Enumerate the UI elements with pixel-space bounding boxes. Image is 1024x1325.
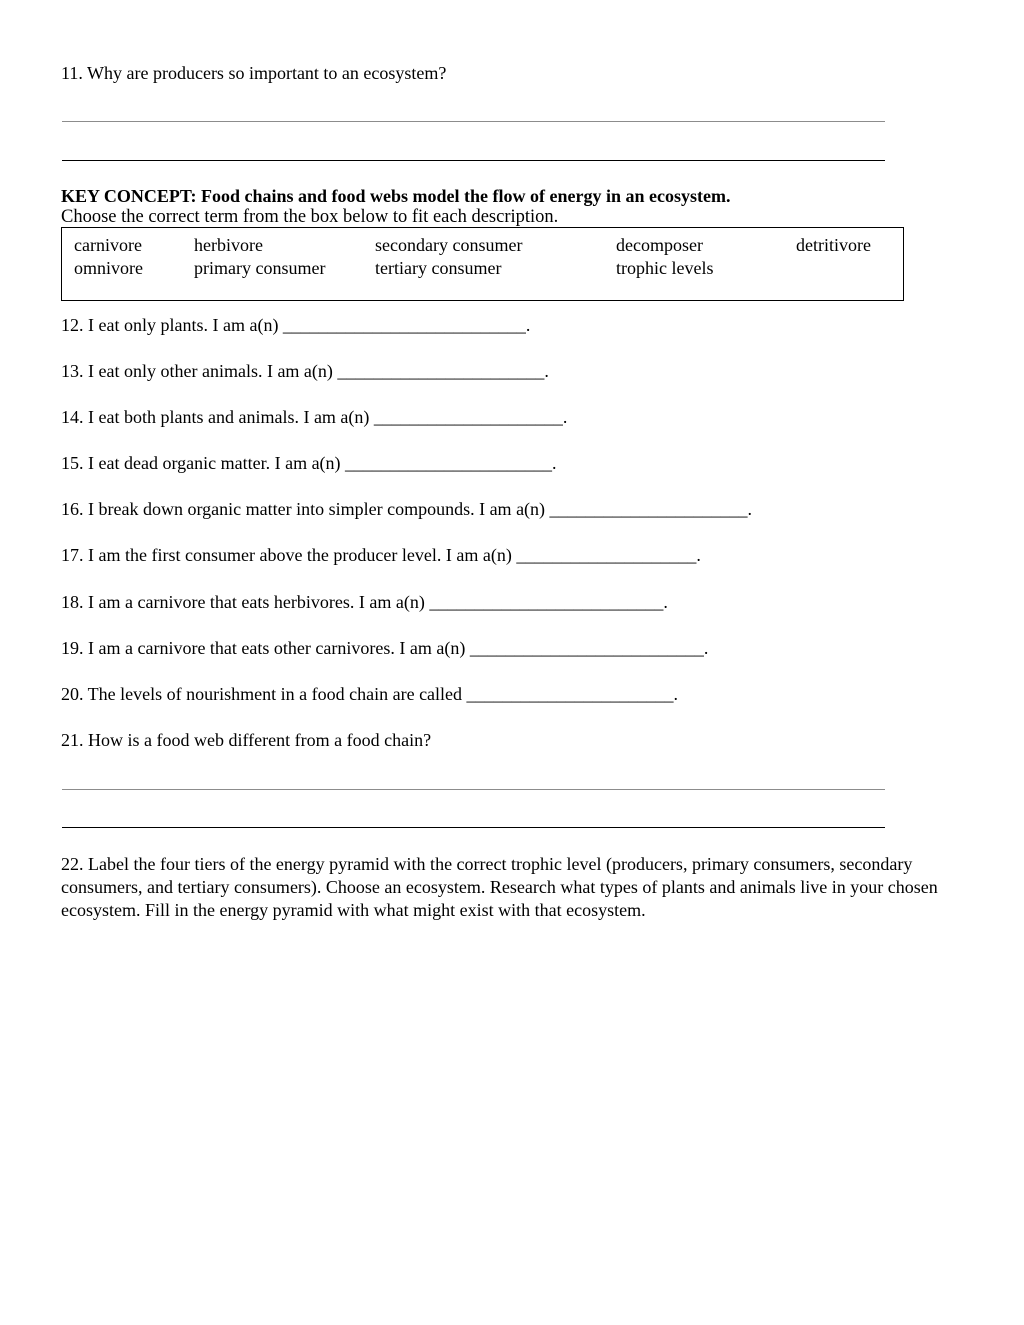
term-carnivore: carnivore [74,235,142,255]
term-tertiary-consumer: tertiary consumer [375,258,502,278]
question-14: 14. I eat both plants and animals. I am a(n) _____________________. [61,407,568,427]
answer-line-21b[interactable] [62,827,885,828]
instructions: Choose the correct term from the box below to fit each description. [61,207,559,227]
question-20: 20. The levels of nourishment in a food chain are called _______________________. [61,684,679,704]
question-21: 21. How is a food web different from a food chain? [61,730,432,750]
term-decomposer: decomposer [616,235,703,255]
answer-line-11a[interactable] [62,121,885,122]
key-concept-heading: KEY CONCEPT: Food chains and food webs model the flow of energy in an ecosystem. [61,186,731,206]
term-herbivore: herbivore [194,235,263,255]
term-detritivore: detritivore [796,235,871,255]
question-12: 12. I eat only plants. I am a(n) ___________________________. [61,315,531,335]
question-18: 18. I am a carnivore that eats herbivores. I am a(n) __________________________. [61,592,668,612]
term-trophic-levels: trophic levels [616,258,714,278]
question-13: 13. I eat only other animals. I am a(n) _______________________. [61,361,549,381]
word-bank-box [61,227,904,301]
question-16: 16. I break down organic matter into simpler compounds. I am a(n) ______________________. [61,499,753,519]
answer-line-11b[interactable] [62,160,885,161]
answer-line-21a[interactable] [62,789,885,790]
term-omnivore: omnivore [74,258,143,278]
question-22: 22. Label the four tiers of the energy pyramid with the correct trophic level (producers, primary consumers, secondary consumers, and tertiary consumers). Choose an ecosystem. Research what types of plants and animals live in your chosen ecosystem. Fill in the energy pyramid with what might exist with that ecosystem. [61,854,938,920]
question-11: 11. Why are producers so important to an ecosystem? [61,63,447,83]
term-primary-consumer: primary consumer [194,258,326,278]
question-15: 15. I eat dead organic matter. I am a(n) _______________________. [61,453,557,473]
term-secondary-consumer: secondary consumer [375,235,523,255]
question-19: 19. I am a carnivore that eats other carnivores. I am a(n) __________________________. [61,638,709,658]
question-17: 17. I am the first consumer above the producer level. I am a(n) ____________________. [61,545,701,565]
